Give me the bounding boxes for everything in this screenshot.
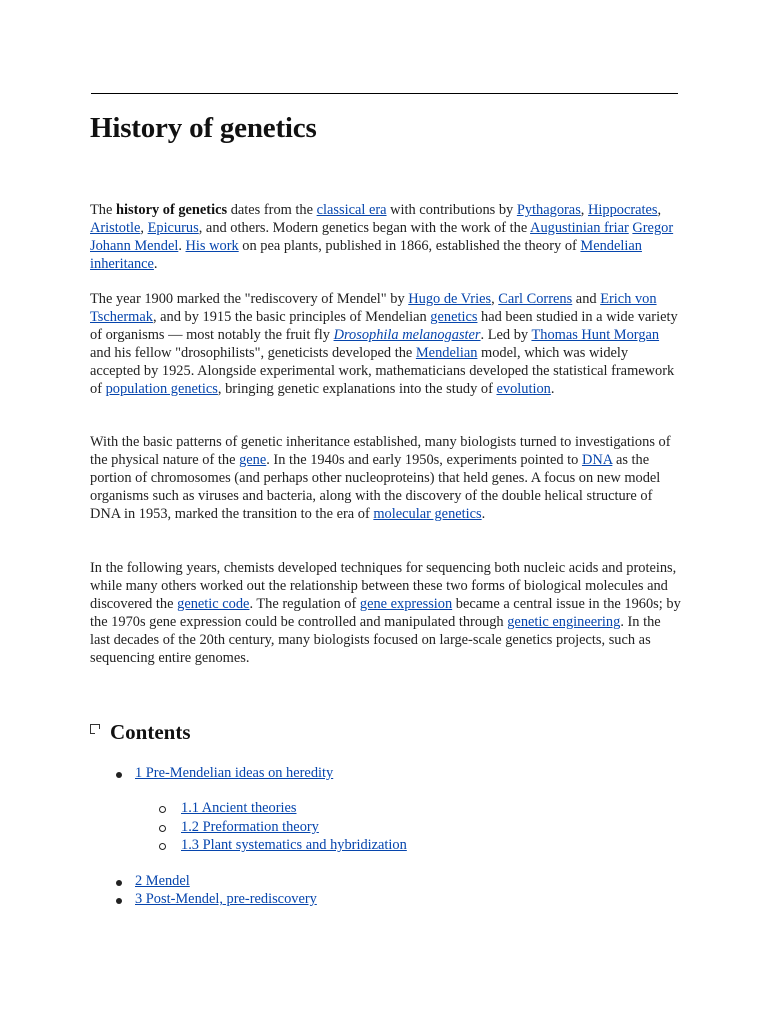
link-augustinian-friar[interactable]: Augustinian friar [530,220,629,236]
toc-toggle-checkbox[interactable] [90,724,100,734]
link-erich-von-tschermak[interactable]: Erich von Tschermak [90,291,657,325]
link-his-work[interactable]: His work [185,238,239,254]
link-pythagoras[interactable]: Pythagoras [516,202,581,218]
rediscovery-paragraph: The year 1900 marked the "rediscovery of Mendel" by Hugo de Vries, Carl Correns and Erich von Tschermak, and by 1915 the basic principles of Mendelian genetics had been studied in a wide variety of organisms — most notably the fruit fly Drosophila melanogaster. Led by Thomas Hunt Morgan and his fellow "drosophilists", geneticists developed the Mendelian model, which was widely accepted by 1925. Alongside experimental work, mathematicians developed the statistical framework of population genetics, bringing genetic explanations into the study of evolution. [90,291,678,397]
circle-bullet-icon [159,843,166,850]
bullet-icon [116,880,122,886]
page-title: History of genetics [90,112,317,144]
toc-item-1 [135,764,333,782]
link-classical-era[interactable]: classical era [316,202,387,218]
toc-item-3 [135,890,317,908]
link-hugo-de-vries[interactable]: Hugo de Vries [408,291,492,307]
link-carl-correns[interactable]: Carl Correns [498,291,573,307]
contents-title: Contents [110,720,191,744]
link-gregor-mendel[interactable]: Gregor Johann Mendel [90,220,674,254]
link-mendelian-inheritance[interactable]: Mendelian inheritance [90,238,642,272]
toc-link-2[interactable]: 2 Mendel [135,873,190,889]
bold-term: history of genetics [115,202,228,218]
link-dna[interactable]: DNA [581,452,613,468]
toc-link-1-1[interactable]: 1.1 Ancient theories [181,800,297,816]
toc-link-3[interactable]: 3 Post-Mendel, pre-rediscovery [135,891,317,907]
toc-link-1[interactable]: 1 Pre-Mendelian ideas on heredity [135,765,334,781]
link-genetic-code[interactable]: genetic code [177,596,250,612]
link-gene[interactable]: gene [239,452,267,468]
later-years-paragraph: In the following years, chemists developed techniques for sequencing both nucleic acids and proteins, while many others worked out the relationship between these two forms of biological molecules and discovered the genetic code. The regulation of gene expression became a central issue in the 1960s; by the 1970s gene expression could be controlled and manipulated through genetic engineering. In the last decades of the 20th century, many biologists focused on large-scale genetics projects, such as sequencing entire genomes. [90,560,681,666]
toc-link-1-3[interactable]: 1.3 Plant systematics and hybridization [181,837,407,853]
intro-paragraph: The history of genetics dates from the classical era with contributions by Pythagoras, Hippocrates, Aristotle, Epicurus, and others. Modern genetics began with the work of the Augustinian friar Gregor Johann Mendel. His work on pea plants, published in 1866, established the theory of Mendelian inheritance. [90,202,674,272]
link-thomas-hunt-morgan[interactable]: Thomas Hunt Morgan [531,327,660,343]
contents-header [90,720,191,745]
circle-bullet-icon [159,825,166,832]
link-evolution[interactable]: evolution [496,381,551,397]
top-divider [91,93,678,94]
toc-item-1-2 [181,818,319,836]
bullet-icon [116,898,122,904]
molecular-paragraph: With the basic patterns of genetic inheritance established, many biologists turned to investigations of the physical nature of the gene. In the 1940s and early 1950s, experiments pointed to DNA as the portion of chromosomes (and perhaps other nucleoproteins) that held genes. A focus on new model organisms such as viruses and bacteria, along with the discovery of the double helical structure of DNA in 1953, marked the transition to the era of molecular genetics. [90,434,671,522]
toc-item-2 [135,872,190,890]
toc-item-1-3 [181,836,407,854]
link-drosophila[interactable]: Drosophila melanogaster [333,327,481,343]
link-genetics[interactable]: genetics [430,309,478,325]
link-genetic-engineering[interactable]: genetic engineering [507,614,621,630]
link-hippocrates[interactable]: Hippocrates [588,202,658,218]
link-population-genetics[interactable]: population genetics [105,381,218,397]
link-aristotle[interactable]: Aristotle [90,220,141,236]
link-molecular-genetics[interactable]: molecular genetics [373,506,482,522]
toc-link-1-2[interactable]: 1.2 Preformation theory [181,819,319,835]
circle-bullet-icon [159,806,166,813]
toc-item-1-1 [181,799,297,817]
link-gene-expression[interactable]: gene expression [359,596,453,612]
bullet-icon [116,772,122,778]
link-mendelian[interactable]: Mendelian [415,345,478,361]
link-epicurus[interactable]: Epicurus [147,220,199,236]
